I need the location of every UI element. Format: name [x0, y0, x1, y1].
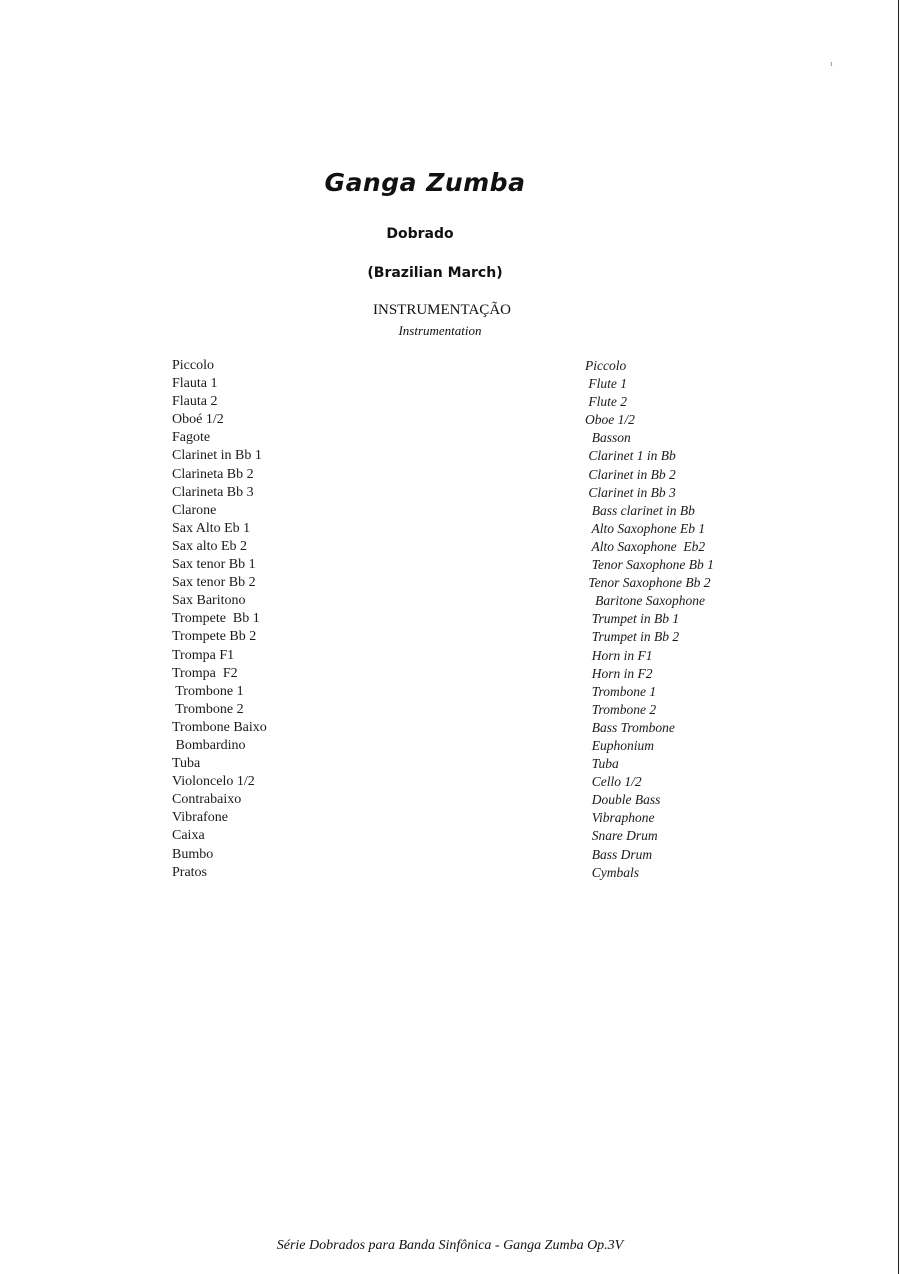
- instrument-list-portuguese: [172, 357, 267, 882]
- instrument-name-en: Vibraphone: [585, 810, 655, 826]
- instrument-name-pt: Contrabaixo: [172, 792, 242, 808]
- instrument-name-en: Horn in F2: [585, 665, 653, 681]
- instrument-name-en: Flute 2: [585, 394, 627, 410]
- instrument-name-pt: Clarineta Bb 3: [172, 484, 254, 500]
- instrument-name-en: Tenor Saxophone Bb 2: [585, 575, 711, 591]
- instrument-name-en: Trumpet in Bb 2: [585, 629, 680, 645]
- instrument-name-pt: Sax alto Eb 2: [172, 538, 248, 554]
- instrument-name-pt: Sax Baritono: [172, 593, 246, 609]
- instrument-name-en: Trombone 2: [585, 701, 657, 717]
- instrument-name-en: Alto Saxophone Eb2: [585, 538, 706, 554]
- page-edge-line: [898, 0, 899, 1274]
- instrument-name-en: Clarinet in Bb 2: [585, 466, 676, 482]
- piece-genre: Dobrado: [386, 226, 454, 242]
- instrument-name-pt: Caixa: [172, 828, 205, 844]
- instrument-name-pt: Sax tenor Bb 2: [172, 575, 256, 591]
- instrument-list-english: [585, 357, 714, 882]
- instrument-name-pt: Bombardino: [172, 737, 246, 753]
- instrument-name-pt: Pratos: [172, 864, 207, 880]
- instrument-name-pt: Sax tenor Bb 1: [172, 557, 256, 573]
- instrument-name-pt: Piccolo: [172, 358, 214, 373]
- instrumentation-heading: INSTRUMENTAÇÃO: [373, 302, 511, 318]
- page-footer: Série Dobrados para Banda Sinfônica - Ganga Zumba Op.3V: [276, 1238, 624, 1253]
- piece-title: Ganga Zumba: [324, 168, 526, 197]
- instrument-name-en: Euphonium: [585, 737, 654, 753]
- instrument-name-pt: Tuba: [172, 756, 201, 772]
- instrument-name-pt: Trombone 2: [172, 701, 244, 717]
- instrument-name-en: Baritone Saxophone: [585, 593, 705, 609]
- instrument-name-pt: Oboé 1/2: [172, 412, 224, 428]
- instrument-name-en: Tenor Saxophone Bb 1: [585, 557, 714, 573]
- instrument-name-en: Bass Trombone: [585, 719, 675, 735]
- instrument-name-en: Cello 1/2: [585, 774, 642, 790]
- instrument-name-pt: Clarineta Bb 2: [172, 466, 254, 482]
- instrument-name-pt: Trombone Baixo: [172, 719, 267, 735]
- instrument-name-en: Piccolo: [585, 358, 627, 373]
- instrument-name-pt: Vibrafone: [172, 810, 228, 826]
- instrumentation-subheading: Instrumentation: [398, 323, 482, 338]
- instrument-name-en: Tuba: [585, 756, 619, 772]
- instrument-name-en: Bass Drum: [585, 846, 653, 862]
- instrument-name-en: Trumpet in Bb 1: [585, 611, 680, 627]
- instrument-name-en: Cymbals: [585, 864, 639, 880]
- instrument-name-en: Bass clarinet in Bb: [585, 502, 695, 518]
- instrument-name-pt: Trompa F1: [172, 647, 235, 663]
- piece-genre-english: (Brazilian March): [367, 265, 503, 281]
- instrument-name-pt: Clarone: [172, 502, 217, 518]
- page-number: 1: [830, 62, 833, 68]
- instrument-name-en: Alto Saxophone Eb 1: [585, 520, 706, 536]
- instrument-name-en: Horn in F1: [585, 647, 653, 663]
- instrument-name-pt: Clarinet in Bb 1: [172, 448, 262, 464]
- instrument-name-en: Snare Drum: [585, 828, 658, 844]
- instrument-name-pt: Trompa F2: [172, 665, 238, 681]
- instrument-name-en: Clarinet in Bb 3: [585, 484, 676, 500]
- instrument-name-pt: Trompete Bb 2: [172, 629, 257, 645]
- instrument-name-pt: Fagote: [172, 430, 211, 446]
- instrument-name-pt: Trombone 1: [172, 683, 244, 699]
- instrument-name-pt: Flauta 2: [172, 394, 218, 410]
- instrument-name-en: Trombone 1: [585, 683, 657, 699]
- instrument-name-en: Oboe 1/2: [585, 412, 635, 428]
- instrument-name-en: Clarinet 1 in Bb: [585, 448, 676, 464]
- instrument-name-pt: Bumbo: [172, 846, 214, 862]
- instrument-name-pt: Sax Alto Eb 1: [172, 520, 251, 536]
- instrument-name-en: Double Bass: [585, 792, 661, 808]
- instrument-name-en: Basson: [585, 430, 631, 446]
- instrument-name-pt: Violoncelo 1/2: [172, 774, 255, 790]
- instrument-name-en: Flute 1: [585, 376, 627, 392]
- instrument-name-pt: Flauta 1: [172, 376, 218, 392]
- instrument-name-pt: Trompete Bb 1: [172, 611, 260, 627]
